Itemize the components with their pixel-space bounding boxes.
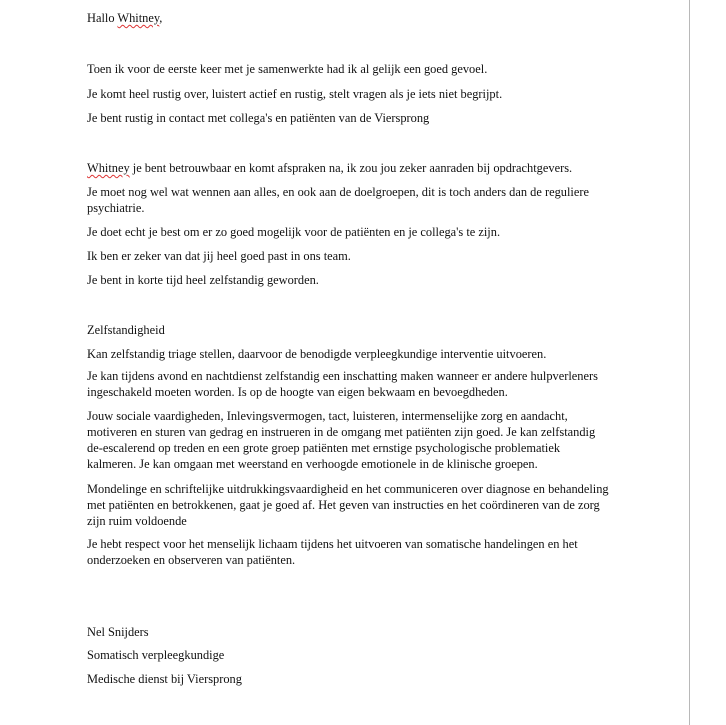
- signature-role: Somatisch verpleegkundige: [87, 648, 225, 662]
- window-gutter: [690, 0, 726, 725]
- greeting: [87, 10, 607, 26]
- section-paragraph-2: Je kan tijdens avond en nachtdienst zelfstandig een inschatting maken wanneer er andere hulpverleners ingeschakeld moeten worden. Is op de hoogte van eigen bekwaam en bevoegdheden.: [87, 369, 598, 399]
- p2-name: Whitney: [87, 161, 130, 175]
- section-paragraph-4: Mondelinge en schriftelijke uitdrukkingsvaardigheid en het communiceren over diagnose en behandeling met patiënten en betrokkenen, gaat je goed af. Het geven van instructies en het coördineren van de zorg zijn ruim voldoende: [87, 482, 609, 528]
- section-paragraph-3: Jouw sociale vaardigheden, Inlevingsvermogen, tact, luisteren, intermenselijke zorg en aandacht, motiveren en sturen van gedrag en instrueren in de omgang met patiënten zijn goed. Je kan zelfstandig de-escalerend op treden en een grote groep patiënten met ernstige psychologische problematiek kalmeren. Je kan omgaan met weerstand en verhoogde emotionele in de klinische groepen.: [87, 409, 596, 471]
- p2-line-4: Ik ben er zeker van dat jij heel goed past in ons team.: [87, 249, 351, 263]
- section-paragraph-1: Kan zelfstandig triage stellen, daarvoor de benodigde verpleegkundige interventie uitvoeren.: [87, 347, 547, 361]
- p2-first-rest: je bent betrouwbaar en komt afspraken na, ik zou jou zeker aanraden bij opdrachtgevers.: [129, 161, 573, 175]
- intro-line-1: Toen ik voor de eerste keer met je samenwerkte had ik al gelijk een goed gevoel.: [87, 62, 488, 76]
- p2-line-3: Je doet echt je best om er zo goed mogelijk voor de patiënten en je collega's te zijn.: [87, 225, 501, 239]
- greeting-suffix: ,: [159, 11, 163, 25]
- p2-line-5: Je bent in korte tijd heel zelfstandig geworden.: [87, 273, 319, 287]
- intro-line-3: Je bent rustig in contact met collega's en patiënten van de Viersprong: [87, 111, 430, 125]
- signature-department: Medische dienst bij Viersprong: [87, 672, 242, 686]
- greeting-prefix: Hallo: [87, 11, 118, 25]
- p2-line-2: Je moet nog wel wat wennen aan alles, en ook aan de doelgroepen, dit is toch anders dan de reguliere psychiatrie.: [87, 185, 589, 215]
- intro-line-2: Je komt heel rustig over, luistert actief en rustig, stelt vragen als je iets niet begrijpt.: [87, 87, 503, 101]
- section-paragraph-5: Je hebt respect voor het menselijk lichaam tijdens het uitvoeren van somatische handelingen en het onderzoeken en observeren van patiënten.: [87, 537, 578, 567]
- signature-name: Nel Snijders: [87, 625, 149, 639]
- p2-line-1: [87, 160, 607, 176]
- greeting-name: Whitney: [117, 11, 160, 25]
- section-heading: Zelfstandigheid: [87, 323, 165, 337]
